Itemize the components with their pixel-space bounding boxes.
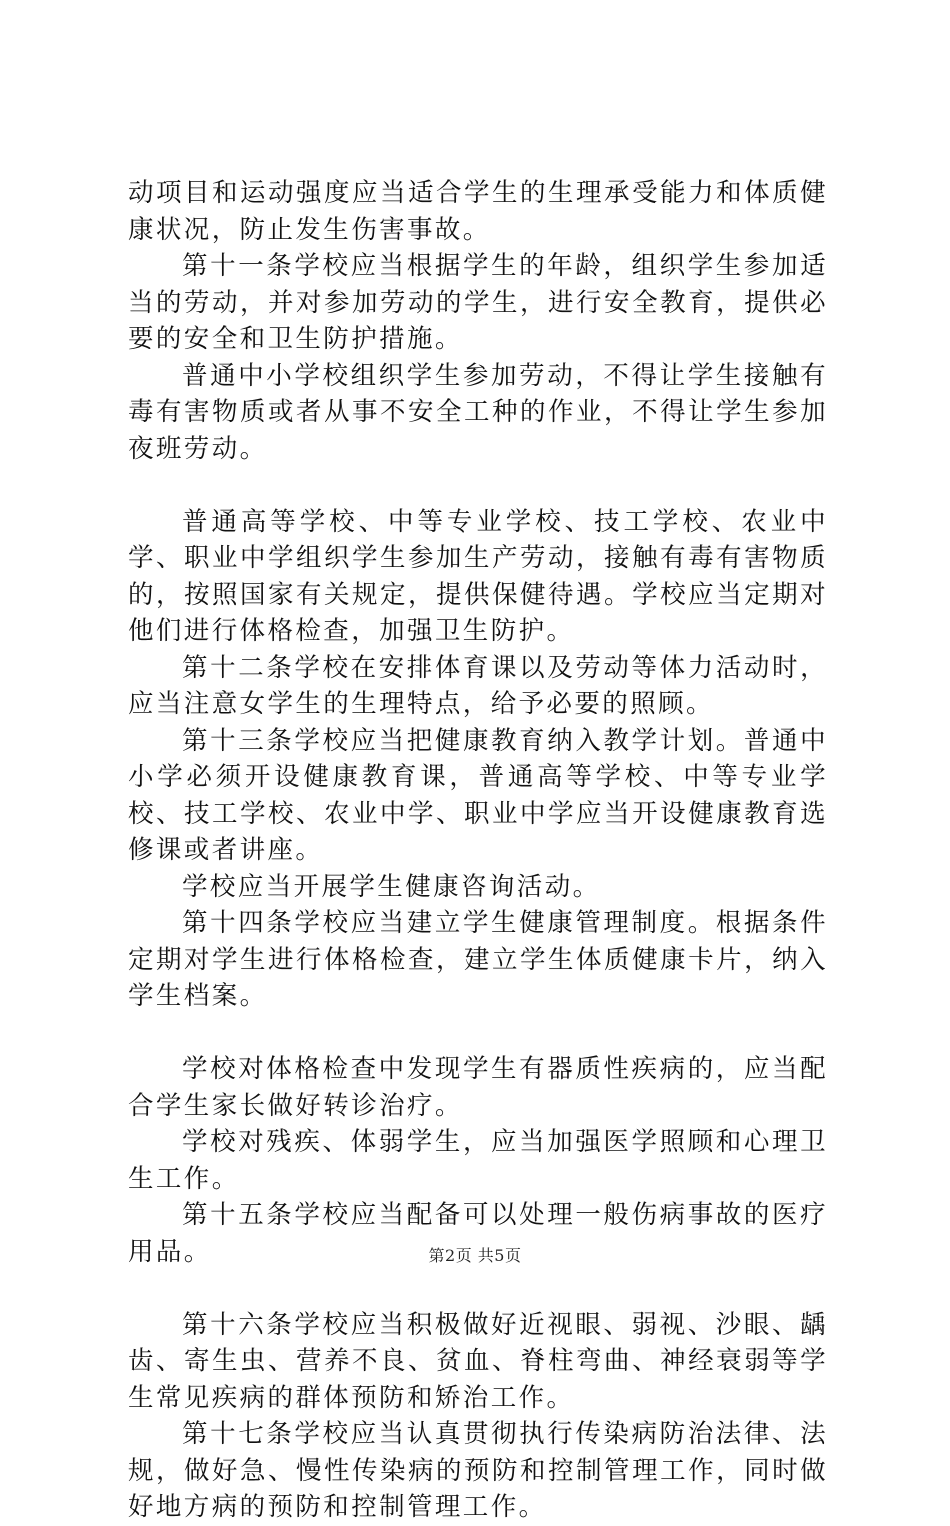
paragraph-article-11: 第十一条学校应当根据学生的年龄，组织学生参加适当的劳动，并对参加劳动的学生，进行安全教育，提供必要的安全和卫生防护措施。 — [128, 251, 828, 354]
paragraph-article-13: 第十三条学校应当把健康教育纳入教学计划。普通中小学必须开设健康教育课，普通高等学校、中等专业学校、技工学校、农业中学、职业中学应当开设健康教育选修课或者讲座。 — [128, 725, 828, 865]
paragraph-higher-school-labor: 普通高等学校、中等专业学校、技工学校、农业中学、职业中学组织学生参加生产劳动，接触有毒有害物质的，按照国家有关规定，提供保健待遇。学校应当定期对他们进行体格检查，加强卫生防护。 — [128, 506, 828, 646]
paragraph-article-15: 第十五条学校应当配备可以处理一般伤病事故的医疗用品。 — [128, 1200, 828, 1267]
paragraph-article-17: 第十七条学校应当认真贯彻执行传染病防治法律、法规，做好急、慢性传染病的预防和控制管理工作，同时做好地方病的预防和控制管理工作。 — [128, 1419, 828, 1522]
paragraph-article-12: 第十二条学校在安排体育课以及劳动等体力活动时，应当注意女学生的生理特点，给予必要的照顾。 — [128, 652, 828, 719]
document-body — [128, 175, 828, 1526]
paragraph-disabled-students: 学校对残疾、体弱学生，应当加强医学照顾和心理卫生工作。 — [128, 1127, 828, 1194]
paragraph-primary-school-labor: 普通中小学校组织学生参加劳动，不得让学生接触有毒有害物质或者从事不安全工种的作业，不得让学生参加夜班劳动。 — [128, 360, 828, 464]
paragraph-continuation: 动项目和运动强度应当适合学生的生理承受能力和体质健康状况，防止发生伤害事故。 — [128, 178, 828, 245]
paragraph-article-14: 第十四条学校应当建立学生健康管理制度。根据条件定期对学生进行体格检查，建立学生体质健康卡片，纳入学生档案。 — [128, 908, 828, 1011]
paragraph-health-consulting: 学校应当开展学生健康咨询活动。 — [182, 871, 601, 902]
page-number-footer: 第2页 共5页 — [428, 1246, 522, 1265]
paragraph-referral-treatment: 学校对体格检查中发现学生有器质性疾病的，应当配合学生家长做好转诊治疗。 — [128, 1054, 828, 1121]
paragraph-article-16: 第十六条学校应当积极做好近视眼、弱视、沙眼、龋齿、寄生虫、营养不良、贫血、脊柱弯曲、神经衰弱等学生常见疾病的群体预防和矫治工作。 — [128, 1309, 828, 1413]
